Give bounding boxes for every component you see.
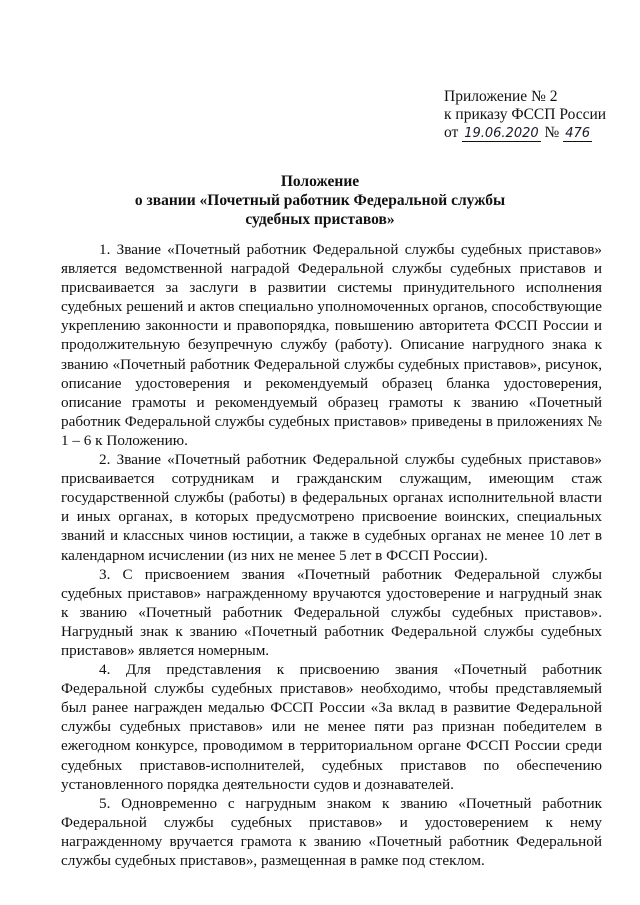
document-title xyxy=(60,172,580,229)
appendix-header xyxy=(444,88,606,143)
title-line-1: Положение xyxy=(280,173,360,190)
handwritten-number: 476 xyxy=(565,126,591,141)
title-line-3: судебных приставов» xyxy=(245,211,395,228)
title-line-2: о звании «Почетный работник Федеральной службы xyxy=(134,192,506,209)
number-label: № xyxy=(544,124,560,141)
appendix-order-ref: к приказу ФССП России xyxy=(444,106,607,123)
appendix-number: Приложение № 2 xyxy=(444,88,558,105)
appendix-date-line xyxy=(444,124,606,143)
paragraph-3: 3. С присвоением звания «Почетный работник Федеральной службы судебных приставов» награжденному вручаются удостоверение и нагрудный знак к званию «Почетный работник Федеральной службы судебных приставов». Нагрудный знак к званию «Почетный работник Федеральной службы судебных приставов» является номерным. xyxy=(61,565,602,659)
document-body xyxy=(61,240,602,870)
paragraph-5: 5. Одновременно с нагрудным знаком к званию «Почетный работник Федеральной службы судебных приставов» и удостоверением к нему награжденному вручается грамота к званию «Почетный работник Федеральной службы судебных приставов», размещенная в рамке под стеклом. xyxy=(61,794,602,869)
paragraph-4: 4. Для представления к присвоению звания «Почетный работник Федеральной службы судебных приставов» необходимо, чтобы представляемый был ранее награжден медалью ФССП России «За вклад в развитие Федеральной службы судебных приставов» или не менее пяти раз признан победителем в ежегодном конкурсе, проводимом в территориальном органе ФССП России среди судебных приставов-исполнителей, судебных приставов по обеспечению установленного порядка деятельности судов и дознавателей. xyxy=(61,661,602,793)
paragraph-1: 1. Звание «Почетный работник Федеральной службы судебных приставов» является ведомственной наградой Федеральной службы судебных приставов и присваивается за заслуги в развитии системы принудительного исполнения судебных решений и актов специально уполномоченных органов, способствующие укреплению законности и правопорядка, повышению авторитета ФССП России и продолжительную безупречную службу (работу). Описание нагрудного знака к званию «Почетный работник Федеральной службы судебных приставов», рисунок, описание удостоверения и рекомендуемый образец бланка удостоверения, описание грамоты и рекомендуемый образец грамоты к званию «Почетный работник Федеральной службы судебных приставов» приведены в приложениях № 1 – 6 к Положению. xyxy=(61,241,602,449)
from-label: от xyxy=(444,124,459,141)
handwritten-date: 19.06.2020 xyxy=(464,126,539,141)
paragraph-2: 2. Звание «Почетный работник Федеральной службы судебных приставов» присваивается сотрудникам и гражданским служащим, имеющим стаж государственной службы (работы) в федеральных органах исполнительной власти и иных органах, в которых предусмотрено присвоение воинских, специальных званий и классных чинов юстиции, а также в судебных органах не менее 10 лет в календарном исчислении (из них не менее 5 лет в ФССП России). xyxy=(61,451,602,564)
